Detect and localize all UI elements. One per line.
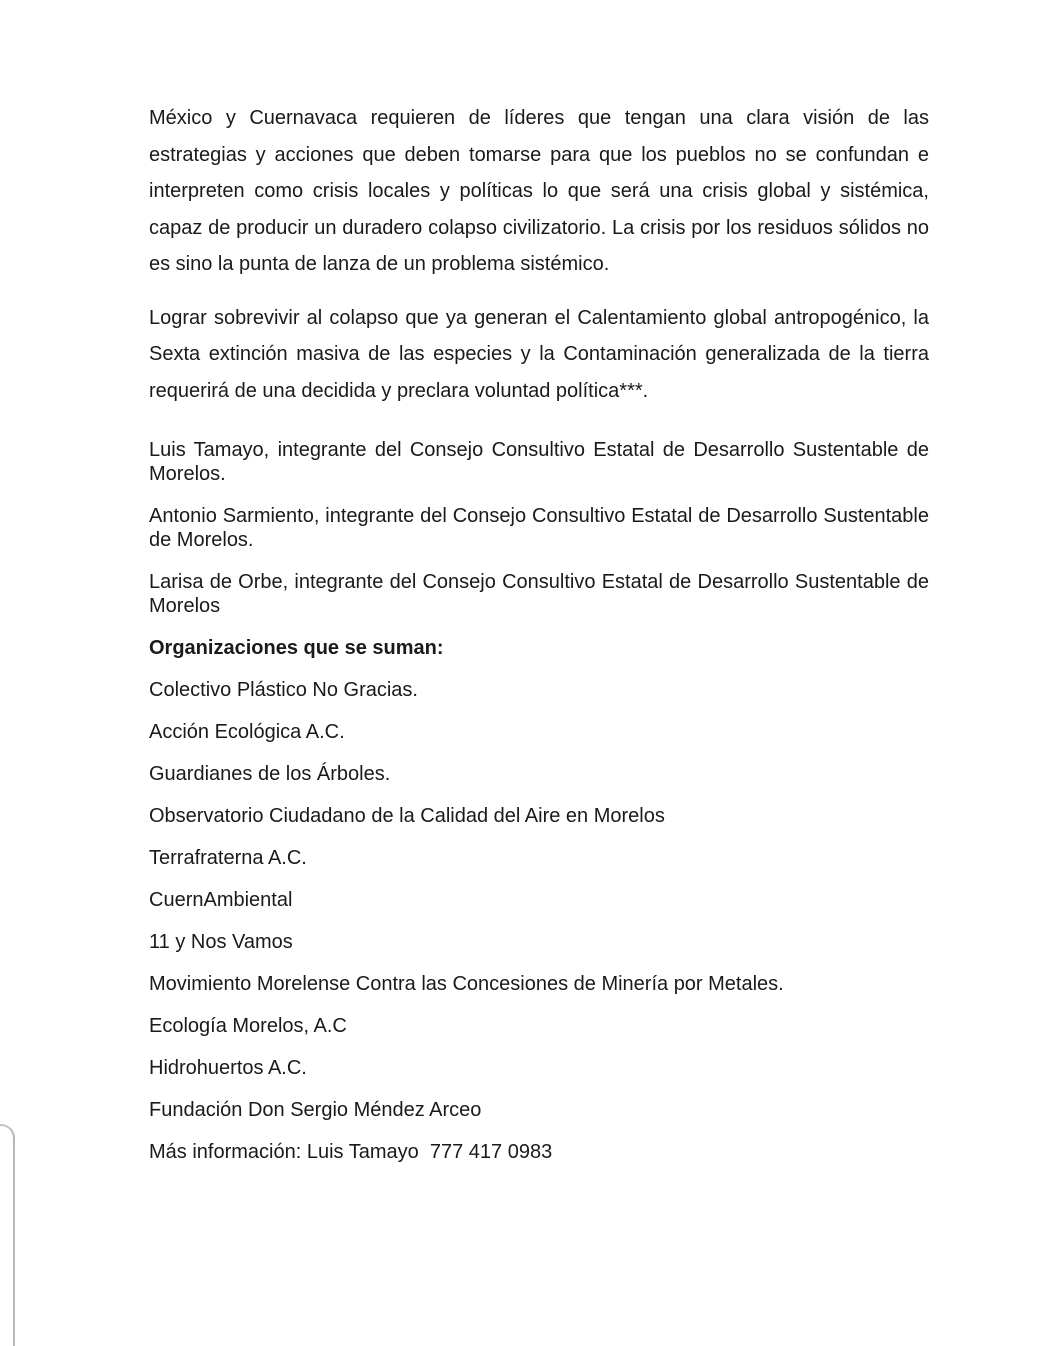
organization-item: CuernAmbiental: [149, 889, 293, 911]
organization-item: Fundación Don Sergio Méndez Arceo: [149, 1099, 482, 1121]
organization-item: Terrafraterna A.C.: [149, 847, 307, 869]
organization-item: Colectivo Plástico No Gracias.: [149, 679, 418, 701]
body-paragraph: México y Cuernavaca requieren de líderes que tengan una clara visión de las estrategias y acciones que deben tomarse para que los pueblos no se confundan e interpreten como crisis locales y políticas lo que será una crisis global y sistémica, capaz de producir un duradero colapso civilizatorio. La crisis por los residuos sólidos no es sino la punta de lanza de un problema sistémico.: [149, 107, 929, 275]
organization-item: 11 y Nos Vamos: [149, 931, 293, 953]
organization-item: Acción Ecológica A.C.: [149, 721, 345, 743]
organizations-list: [149, 678, 929, 1122]
signatory: Luis Tamayo, integrante del Consejo Consultivo Estatal de Desarrollo Sustentable de Morelos.: [149, 439, 929, 485]
body-paragraph: Lograr sobrevivir al colapso que ya generan el Calentamiento global antropogénico, la Sexta extinción masiva de las especies y la Contaminación generalizada de la tierra requerirá de una decidida y preclara voluntad política***.: [149, 306, 929, 402]
organization-item: Ecología Morelos, A.C: [149, 1015, 347, 1037]
document-page: [149, 100, 929, 1164]
signatory: Larisa de Orbe, integrante del Consejo Consultivo Estatal de Desarrollo Sustentable de Morelos: [149, 571, 929, 617]
organization-item: Observatorio Ciudadano de la Calidad del Aire en Morelos: [149, 805, 665, 827]
organization-item: Guardianes de los Árboles.: [149, 763, 391, 785]
organization-item: Movimiento Morelense Contra las Concesiones de Minería por Metales.: [149, 973, 784, 995]
contact-info: Más información: Luis Tamayo 777 417 0983: [149, 1141, 553, 1163]
organizations-heading: Organizaciones que se suman:: [149, 637, 444, 659]
page-edge-divider: [0, 1124, 15, 1346]
signatory: Antonio Sarmiento, integrante del Consejo Consultivo Estatal de Desarrollo Sustentable de Morelos.: [149, 505, 929, 551]
organization-item: Hidrohuertos A.C.: [149, 1057, 307, 1079]
